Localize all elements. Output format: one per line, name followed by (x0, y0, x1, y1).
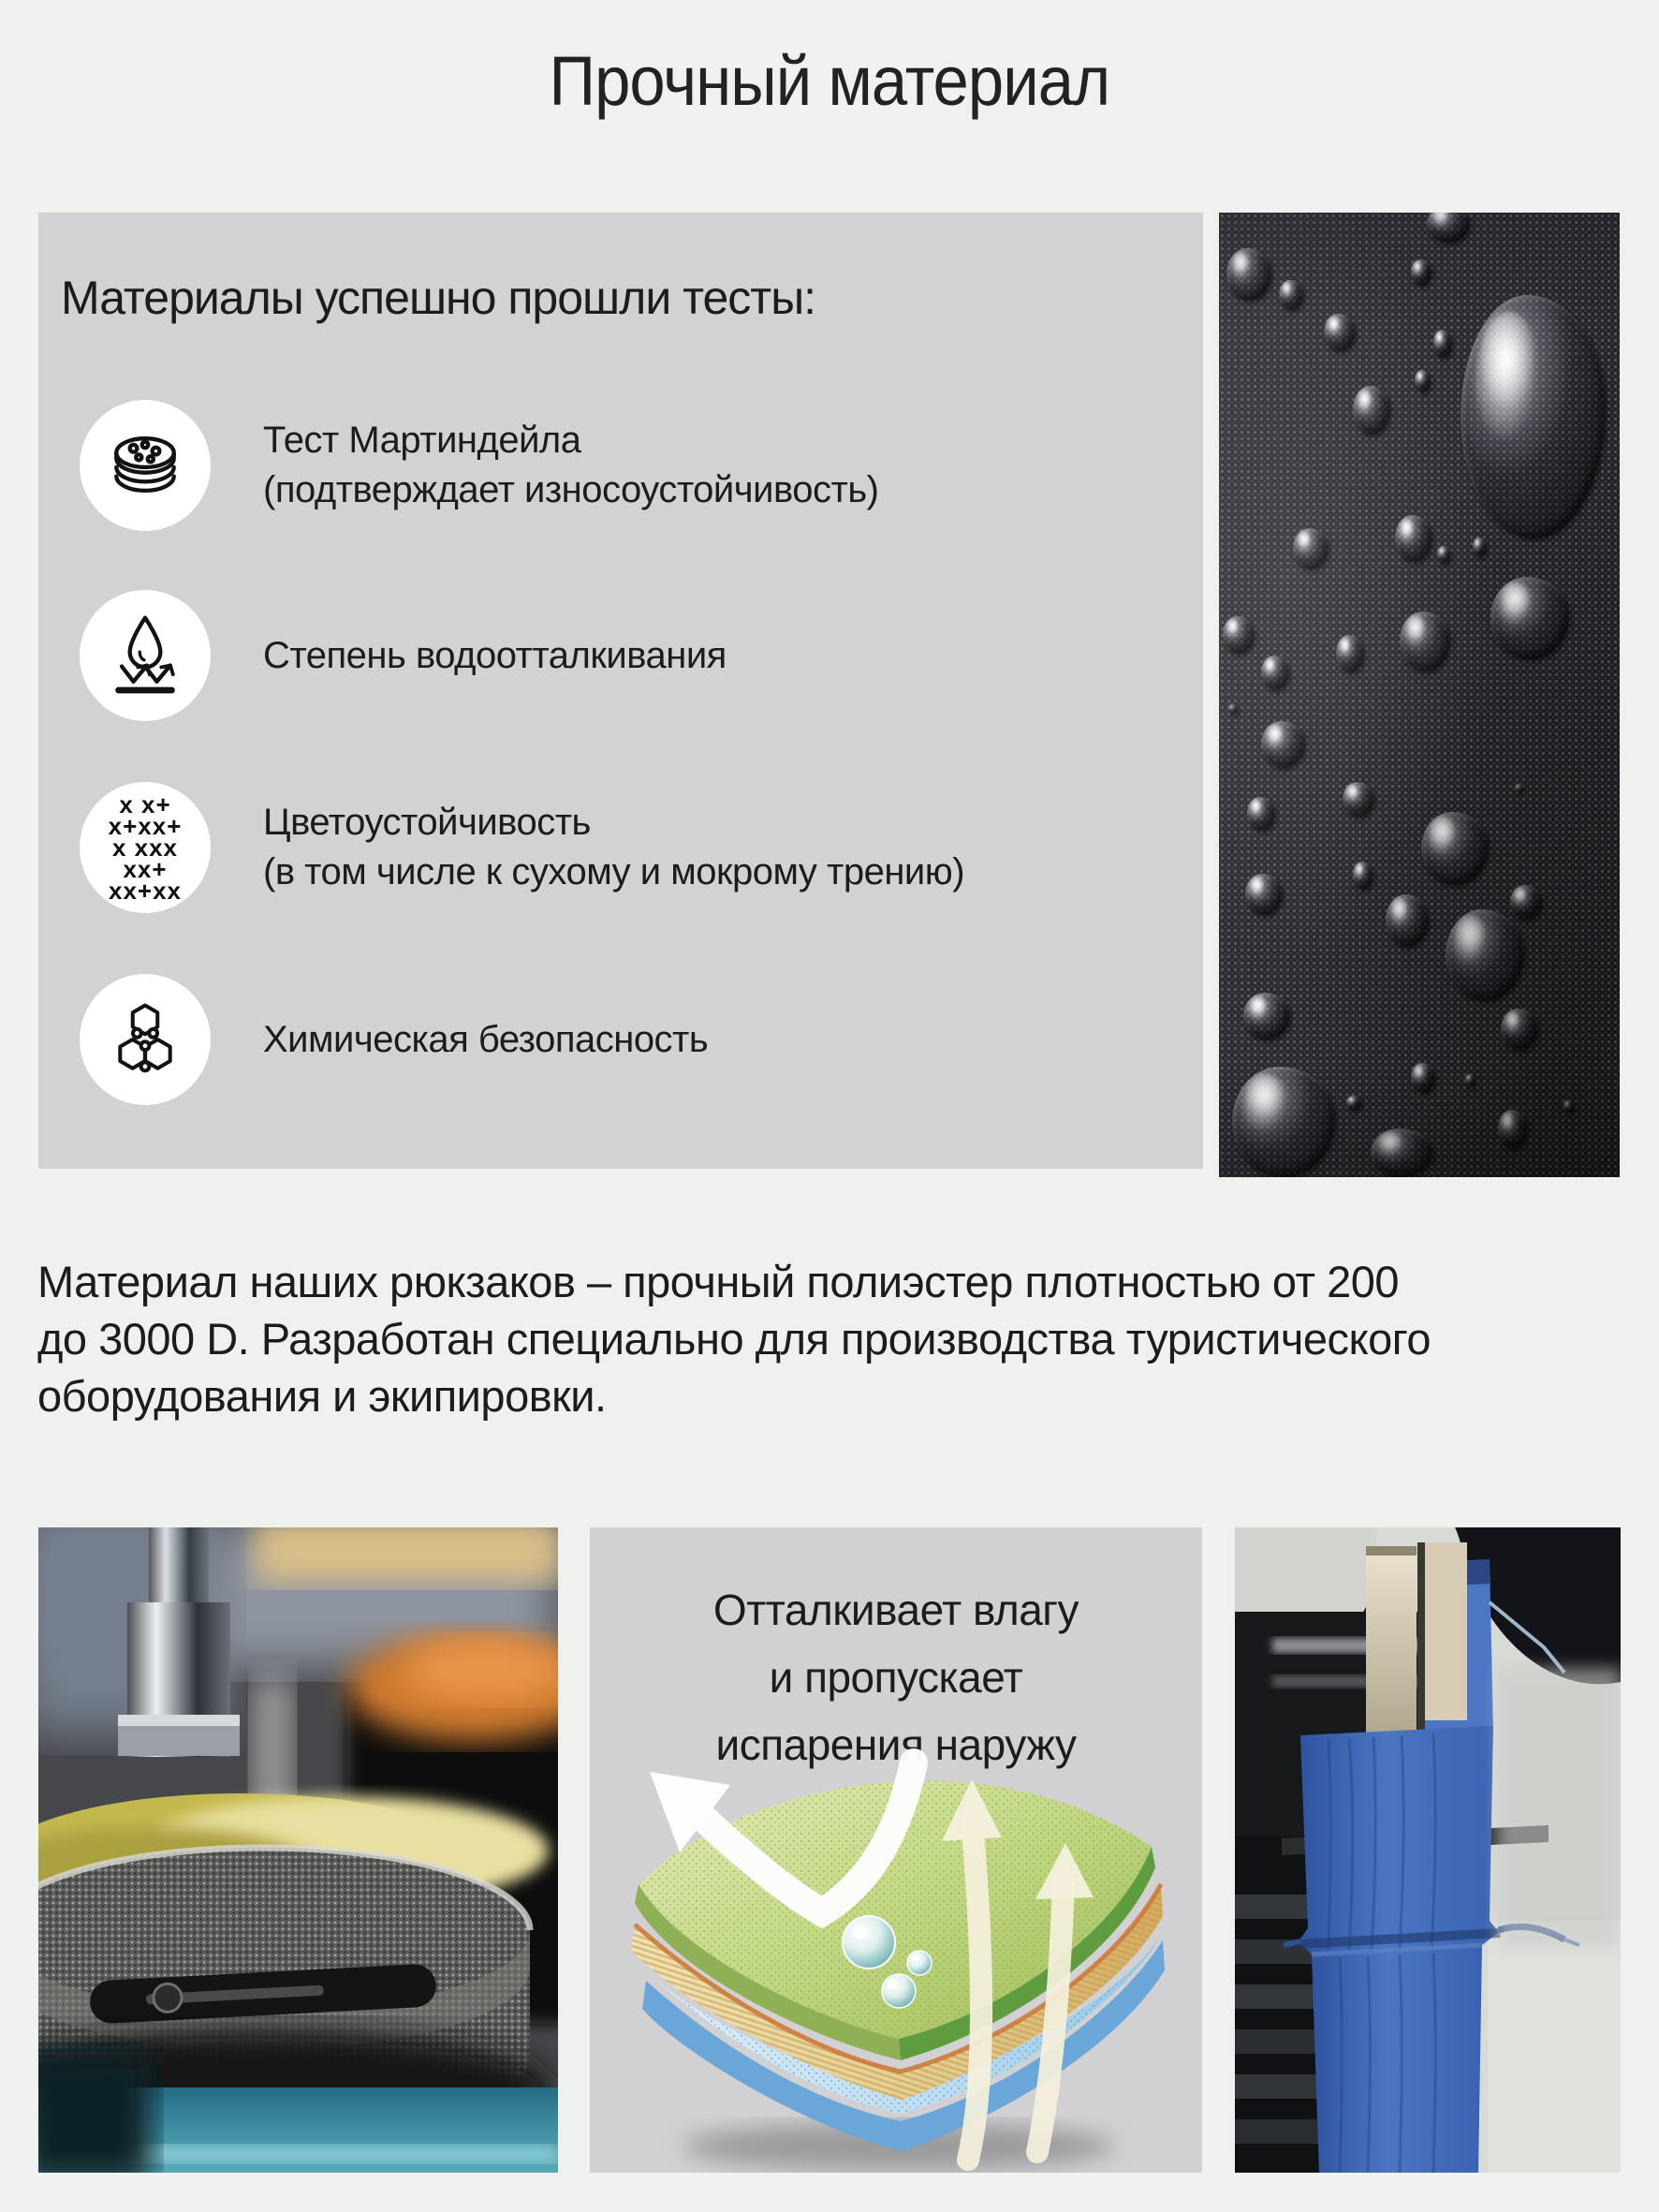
water-droplet (1490, 577, 1569, 659)
page-title: Прочный материал (549, 42, 1110, 120)
test-label: Химическая безопасность (263, 1018, 709, 1060)
water-droplet (1411, 1063, 1435, 1093)
test-label: Цветоустойчивость (в том числе к сухому и мокрому трению) (263, 802, 965, 892)
water-droplet (1223, 616, 1255, 654)
test-label: Тест Мартиндейла (подтверждает износоустойчивость) (263, 420, 879, 510)
test-label: Степень водоотталкивания (263, 634, 727, 676)
water-droplet (1226, 248, 1271, 301)
water-droplet (1400, 612, 1450, 671)
water-droplet (1501, 1009, 1538, 1050)
water-droplet (1346, 1096, 1361, 1111)
layered-fabric-illustration (590, 1742, 1202, 2173)
water-droplet (1261, 721, 1305, 768)
water-droplet (1386, 894, 1429, 947)
water-repellency-icon (80, 590, 211, 721)
water-droplet (1324, 314, 1356, 351)
tests-panel-heading: Материалы успешно прошли тесты: (61, 272, 816, 324)
breathability-text: Отталкивает влагу и пропускает испарения наружу (712, 1585, 1079, 1769)
test-row-martindale (80, 400, 1184, 531)
water-droplet (1427, 213, 1470, 243)
breathability-panel (590, 1527, 1202, 2173)
water-droplet (1437, 546, 1451, 564)
water-droplet (1247, 797, 1275, 831)
water-droplet (1293, 528, 1329, 569)
water-droplet (1415, 370, 1431, 392)
water-droplet (1279, 280, 1303, 310)
water-droplet (1395, 515, 1432, 562)
water-droplet (1498, 1110, 1528, 1149)
water-droplet (1515, 784, 1523, 792)
water-droplet (1245, 874, 1283, 915)
water-droplet (1228, 704, 1238, 714)
tests-panel (38, 213, 1203, 1169)
water-droplet (1336, 635, 1364, 672)
martindale-machine-photo (38, 1527, 558, 2173)
water-droplet (1465, 1074, 1475, 1086)
petri-dish-icon (80, 400, 211, 531)
water-droplet (1564, 1100, 1574, 1113)
test-row-chemical-safety (80, 974, 1184, 1105)
chemical-safety-icon (80, 974, 211, 1105)
description-paragraph: Материал наших рюкзаков – прочный полиэстер плотностью от 200 до 3000 D. Разработан специально для производства туристического оборудования и экипировки. (37, 1257, 1431, 1421)
water-droplet (1371, 1128, 1432, 1177)
color-fastness-icon (80, 782, 211, 913)
water-droplet (1411, 259, 1431, 286)
test-row-water-repellency (80, 590, 1184, 721)
water-droplet (1261, 656, 1289, 690)
x-plus-pattern: x x+ x+xx+ x xxx xx+ xx+xx (108, 789, 183, 905)
water-droplet (1446, 909, 1524, 1001)
test-row-color-fastness (80, 782, 1184, 913)
black-fabric-droplets-photo (1219, 213, 1620, 1177)
water-droplet (1232, 1067, 1335, 1177)
water-droplet (1353, 386, 1390, 435)
water-droplet (1243, 993, 1290, 1040)
water-droplet (1353, 862, 1373, 890)
water-droplet (1461, 295, 1606, 538)
water-droplet (1473, 538, 1487, 557)
tensile-test-photo (1235, 1527, 1621, 2173)
water-droplet (1343, 782, 1374, 817)
water-droplet (1433, 330, 1452, 358)
water-droplet (1510, 885, 1542, 920)
water-droplet (1421, 812, 1489, 885)
